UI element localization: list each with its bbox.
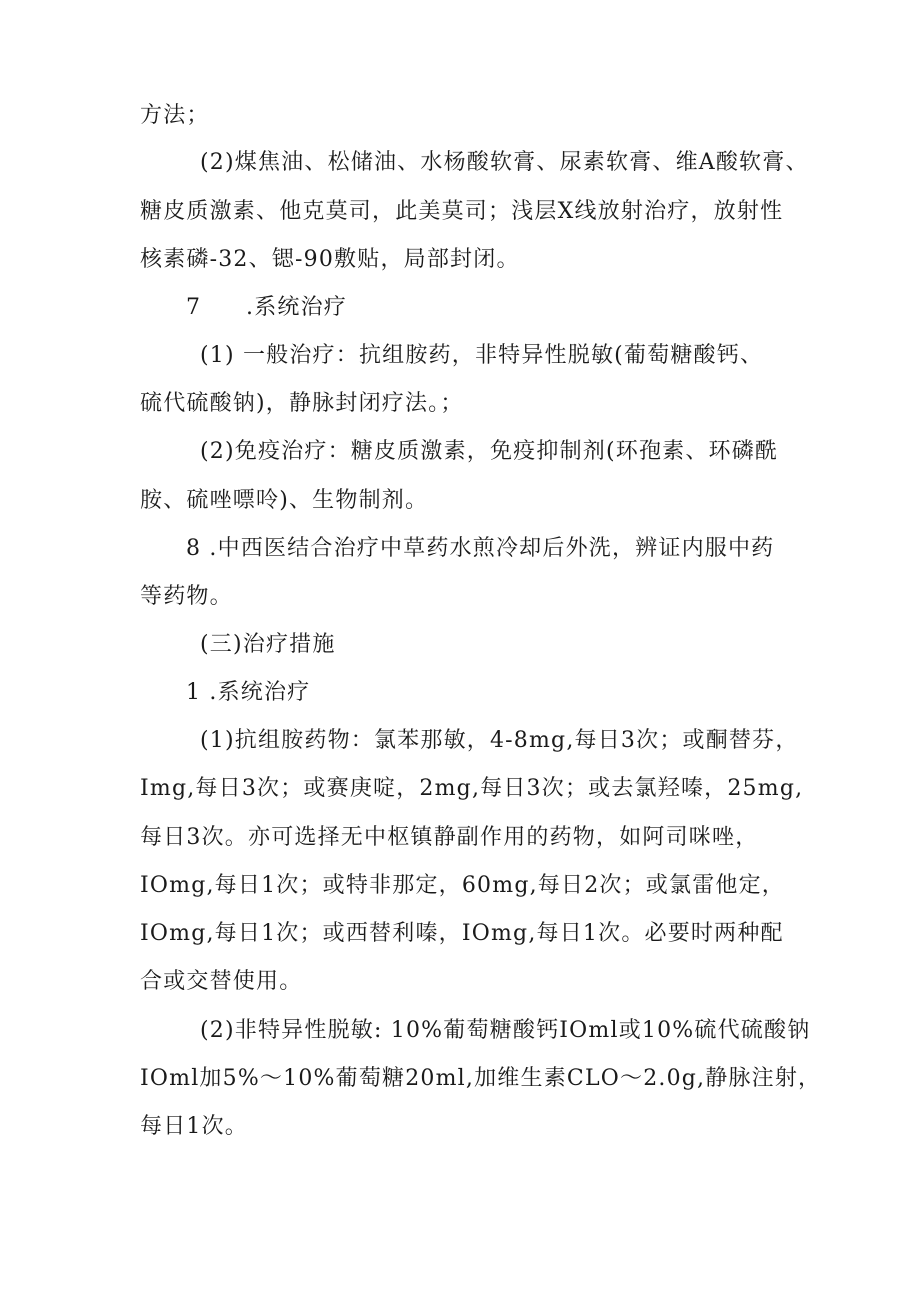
section-number: 7: [186, 295, 202, 320]
text-line: Img,每日3次；或赛庚啶，2mg,每日3次；或去氯羟嗪，25mg,: [140, 776, 804, 801]
text-line: IOmg,每日1次；或西替利嗪，IOmg,每日1次。必要时两种配: [140, 921, 784, 946]
section-heading: 1 .系统治疗: [186, 680, 311, 705]
text-line: (2)煤焦油、松储油、水杨酸软膏、尿素软膏、维A酸软膏、: [200, 150, 809, 175]
text-line: 糖皮质激素、他克莫司，此美莫司；浅层X线放射治疗，放射性: [140, 199, 784, 224]
text-line: IOml加5%～10%葡萄糖20ml,加维生素CLO～2.0g,静脉注射，: [140, 1066, 822, 1091]
text-line: 8 .中西医结合治疗中草药水煎冷却后外洗，辨证内服中药: [186, 536, 775, 561]
text-line: (2)免疫治疗：糖皮质激素，免疫抑制剂(环孢素、环磷酰: [200, 439, 779, 464]
text-line: (1) 一般治疗：抗组胺药，非特异性脱敏(葡萄糖酸钙、: [200, 343, 764, 368]
text-line: 每日1次。: [140, 1114, 248, 1139]
section-heading: (三)治疗措施: [200, 632, 336, 657]
text-line: 核素磷-32、锶-90敷贴，局部封闭。: [140, 247, 520, 272]
text-line: (2)非特异性脱敏: 10%葡萄糖酸钙IOml或10%硫代硫酸钠: [200, 1018, 811, 1043]
text-line: IOmg,每日1次；或特非那定，60mg,每日2次；或氯雷他定，: [140, 873, 785, 898]
text-line: 方法；: [140, 103, 210, 128]
text-line: 每日3次。亦可选择无中枢镇静副作用的药物，如阿司咪唑，: [140, 825, 759, 850]
text-line: (1)抗组胺药物：氯苯那敏，4-8mg,每日3次；或酮替芬，: [200, 728, 799, 753]
text-line: 合或交替使用。: [140, 969, 303, 994]
text-line: 胺、硫唑嘌呤)、生物制剂。: [140, 488, 429, 513]
section-heading: .系统治疗: [246, 295, 347, 320]
text-line: 等药物。: [140, 584, 233, 609]
text-line: 硫代硫酸钠)，静脉封闭疗法。；: [140, 391, 464, 416]
